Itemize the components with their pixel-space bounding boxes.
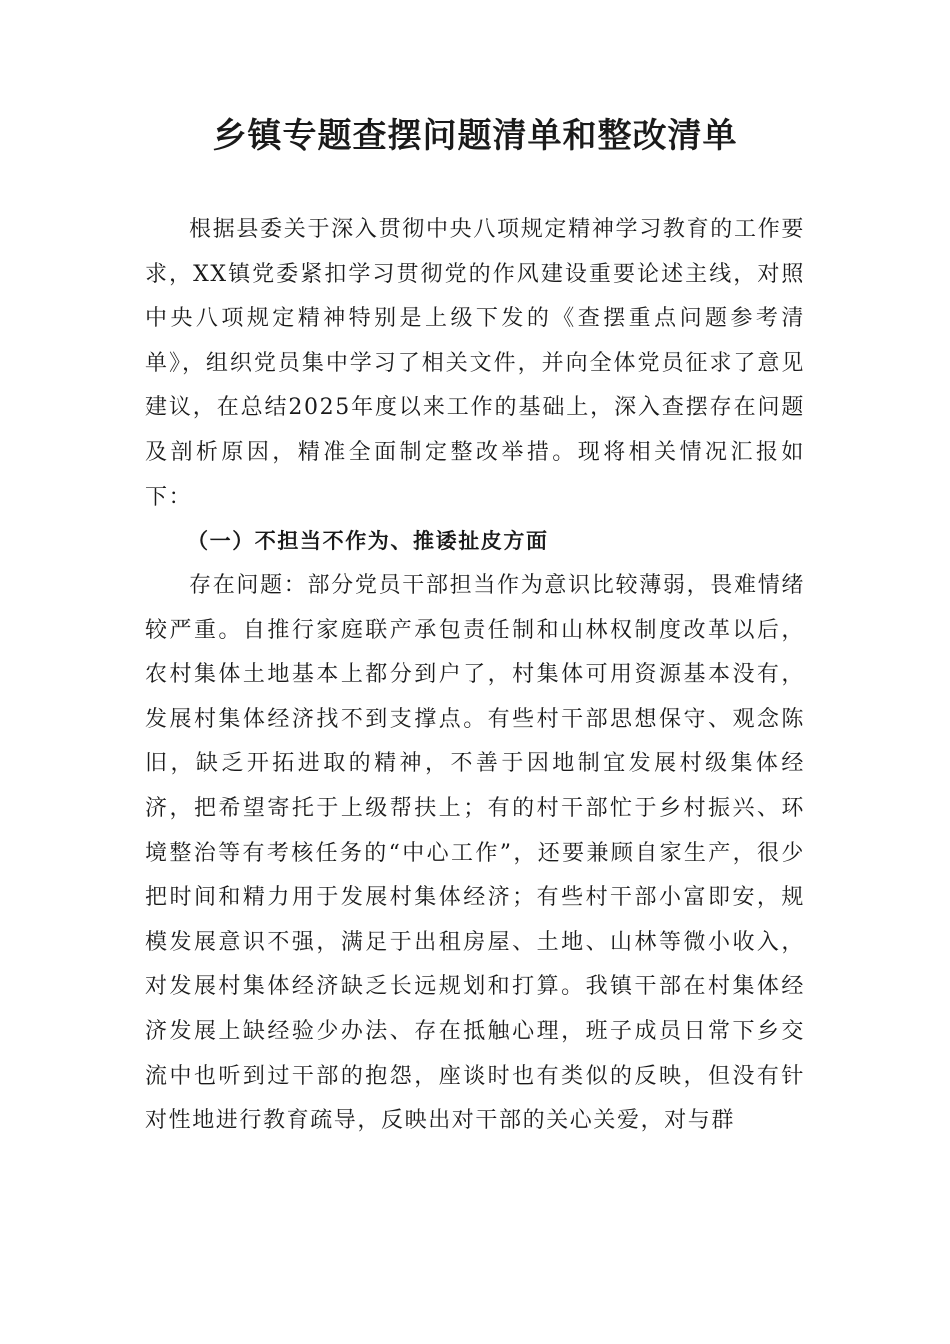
document-title: 乡镇专题查摆问题清单和整改清单 <box>212 116 738 156</box>
intro-paragraph: 根据县委关于深入贯彻中央八项规定精神学习教育的工作要求，XX镇党委紧扣学习贯彻党的作风建设重要论述主线，对照中央八项规定精神特别是上级下发的《查摆重点问题参考清单》，组织党员集中学习了相关文件，并向全体党员征求了意见建议，在总结2025年度以来工作的基础上，深入查摆存在问题及剖析原因，精准全面制定整改举措。现将相关情况汇报如下： <box>145 217 805 510</box>
section-heading: （一）不担当不作为、推诿扯皮方面 <box>187 528 549 553</box>
problem-paragraph: 存在问题：部分党员干部担当作为意识比较薄弱，畏难情绪较严重。自推行家庭联产承包责任制和山林权制度改革以后，农村集体土地基本上都分到户了，村集体可用资源基本没有，发展村集体经济找不到支撑点。有些村干部思想保守、观念陈旧，缺乏开拓进取的精神，不善于因地制宜发展村级集体经济，把希望寄托于上级帮扶上；有的村干部忙于乡村振兴、环境整治等有考核任务的“中心工作”，还要兼顾自家生产，很少把时间和精力用于发展村集体经济；有些村干部小富即安，规模发展意识不强，满足于出租房屋、土地、山林等微小收入，对发展村集体经济缺乏长远规划和打算。我镇干部在村集体经济发展上缺经验少办法、存在抵触心理，班子成员日常下乡交流中也听到过干部的抱怨，座谈时也有类似的反映，但没有针对性地进行教育疏导，反映出对干部的关心关爱，对与群 <box>145 573 805 1134</box>
